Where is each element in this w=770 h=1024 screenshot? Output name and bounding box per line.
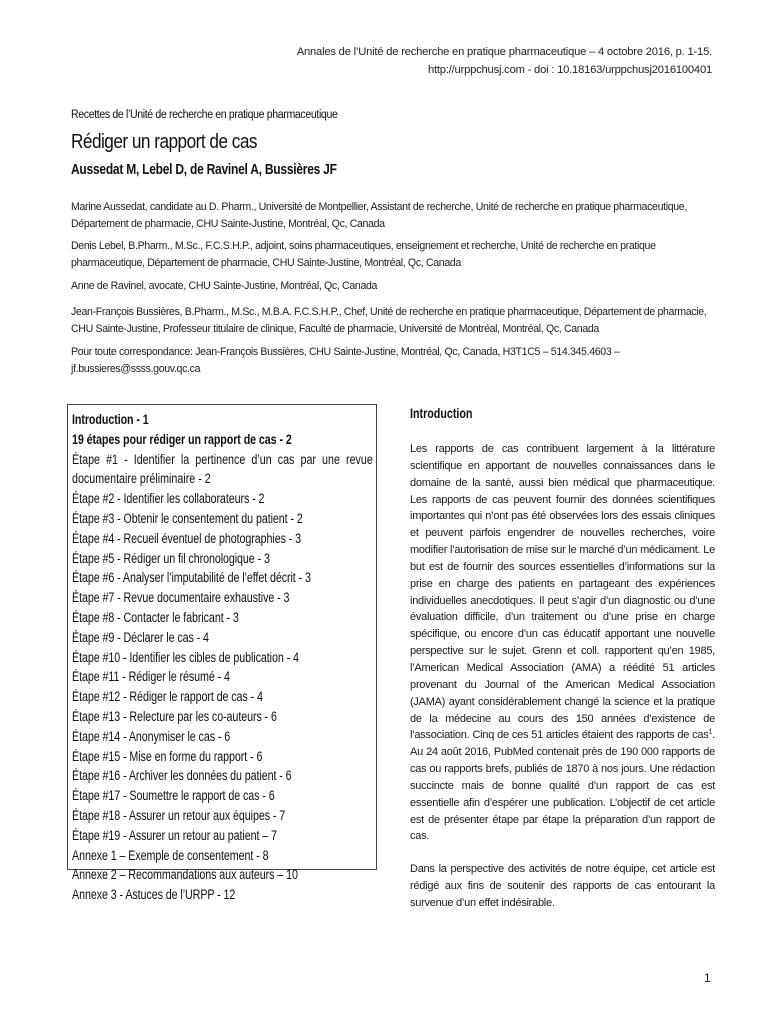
toc-item-introduction: Introduction - 1 <box>72 412 149 427</box>
page-number: 1 <box>704 971 711 985</box>
toc-item: Étape #19 - Assurer un retour au patient – 7 <box>72 827 277 843</box>
toc-item: Étape #1 - Identifier la pertinence d’un cas par une revue documentaire préliminaire - 2 <box>72 451 373 487</box>
toc-item: Étape #5 - Rédiger un fil chronologique - 3 <box>72 550 270 566</box>
toc-item: Annexe 2 – Recommandations aux auteurs – 10 <box>72 867 298 883</box>
affiliation-ravinel: Anne de Ravinel, avocate, CHU Sainte-Justine, Montréal, Qc, Canada <box>71 280 378 292</box>
toc-item: Étape #17 - Soumettre le rapport de cas - 6 <box>72 788 275 804</box>
author-list: Aussedat M, Lebel D, de Ravinel A, Bussières JF <box>71 161 337 178</box>
introduction-heading: Introduction <box>410 406 473 421</box>
toc-item: Étape #6 - Analyser l’imputabilité de l’effet décrit - 3 <box>72 570 311 586</box>
journal-doi: http://urppchusj.com - doi : 10.18163/urppchusj2016100401 <box>427 64 712 76</box>
affiliation-aussedat: Marine Aussedat, candidate au D. Pharm., Université de Montpellier, Assistant de recherche, Unité de recherche en pratique pharmaceutique, Département de pharmacie, CHU Sainte-Justine, Montréal, Qc, Canada <box>71 201 687 230</box>
toc-item: Étape #8 - Contacter le fabricant - 3 <box>72 609 239 625</box>
affiliation-bussieres: Jean-François Bussières, B.Pharm., M.Sc., M.B.A. F.C.S.H.P., Chef, Unité de recherche en pratique pharmaceutique, Département de pharmacie, CHU Sainte-Justine, Professeur titulaire de clinique, Faculté de pharmacie, Université de Montréal, Montréal, Qc, Canada <box>71 306 707 335</box>
article-title: Rédiger un rapport de cas <box>71 131 257 153</box>
toc-item: Étape #9 - Déclarer le cas - 4 <box>72 629 209 645</box>
introduction-paragraph-1-text: Les rapports de cas contribuent largement à la littérature scientifique en apportant de nouvelles connaissances dans le domaine de la santé, aussi bien médical que pharmaceutique. Les rapports de cas peuvent fournir des données scientifiques importantes qui n’ont pas été observées lors des essais cliniques et peuvent parfois engendrer de nouvelles recherches, voire modifier l’autorisation de mise sur le marché d’un médicament. Le but est de fournir des sources essentielles d’informations sur la prise en charge des patients en partageant des expériences individuelles anecdotiques. Il peut s’agir d’un diagnostic ou d’une évaluation difficile, d’un traitement ou d’une prise en charge spécifique, ou encore d’un cas éducatif apportant une nouvelle perspective sur le sujet. Grenn et coll. rapportent qu’en 1985, l’American Medical Association (AMA) a réédité 51 articles provenant du Journal of the American Medical Association (JAMA) ayant considérablement changé la science et la pratique de la médecine au cours des 150 années d’existence de l’association. Cinq de ces 51 articles étaient des rapports de cas <box>410 443 715 742</box>
correspondence: Pour toute correspondance: Jean-François Bussières, CHU Sainte-Justine, Montréal, Qc, Canada, H3T1C5 – 514.345.4603 – jf.bussieres@ssss.gouv.qc.ca <box>71 346 620 375</box>
toc-item: Étape #12 - Rédiger le rapport de cas - 4 <box>72 689 263 705</box>
toc-item: Annexe 1 – Exemple de consentement - 8 <box>72 847 269 863</box>
affiliation-lebel: Denis Lebel, B.Pharm., M.Sc., F.C.S.H.P., adjoint, soins pharmaceutiques, enseignement et recherche, Unité de recherche en pratique pharmaceutique, Département de pharmacie, CHU Sainte-Justine, Montréal, Qc, Canada <box>71 240 656 269</box>
introduction-paragraph-1 <box>410 441 715 845</box>
toc-item: Étape #18 - Assurer un retour aux équipes - 7 <box>72 807 286 823</box>
introduction-paragraph-1-end: . Au 24 août 2016, PubMed contenait près de 190 000 rapports de cas ou rapports brefs, publiés de 1870 à nos jours. Une rédaction succincte mais de bonne qualité d’un rapport de cas est essentielle afin d’espérer une publication. L’objectif de cet article est de présenter étape par étape la préparation d’un rapport de cas. <box>410 729 715 843</box>
toc-item: Étape #3 - Obtenir le consentement du patient - 2 <box>72 510 303 526</box>
toc-steps-heading: 19 étapes pour rédiger un rapport de cas - 2 <box>72 431 292 447</box>
toc-item: Étape #13 - Relecture par les co-auteurs - 6 <box>72 708 277 724</box>
toc-item: Étape #2 - Identifier les collaborateurs - 2 <box>72 491 265 507</box>
journal-citation: Annales de l’Unité de recherche en pratique pharmaceutique – 4 octobre 2016, p. 1-15. <box>296 46 712 58</box>
toc-item: Étape #11 - Rédiger le résumé - 4 <box>72 669 230 685</box>
toc-item: Étape #7 - Revue documentaire exhaustive - 3 <box>72 590 290 606</box>
table-of-contents <box>67 404 377 903</box>
toc-item: Étape #14 - Anonymiser le cas - 6 <box>72 728 231 744</box>
toc-item: Étape #15 - Mise en forme du rapport - 6 <box>72 748 263 764</box>
section-label: Recettes de l’Unité de recherche en pratique pharmaceutique <box>71 109 338 121</box>
toc-item-list <box>72 489 371 905</box>
toc-item: Étape #10 - Identifier les cibles de publication - 4 <box>72 649 299 665</box>
toc-item: Étape #16 - Archiver les données du patient - 6 <box>72 768 292 784</box>
footnote-reference: 1 <box>708 728 713 736</box>
introduction-paragraph-2: Dans la perspective des activités de notre équipe, cet article est rédigé aux fins de soutenir des rapports de cas entourant la survenue d’un effet indésirable. <box>410 863 715 909</box>
journal-header <box>72 43 712 79</box>
toc-item: Annexe 3 - Astuces de l’URPP - 12 <box>72 887 236 903</box>
toc-item: Étape #4 - Recueil éventuel de photographies - 3 <box>72 530 302 546</box>
